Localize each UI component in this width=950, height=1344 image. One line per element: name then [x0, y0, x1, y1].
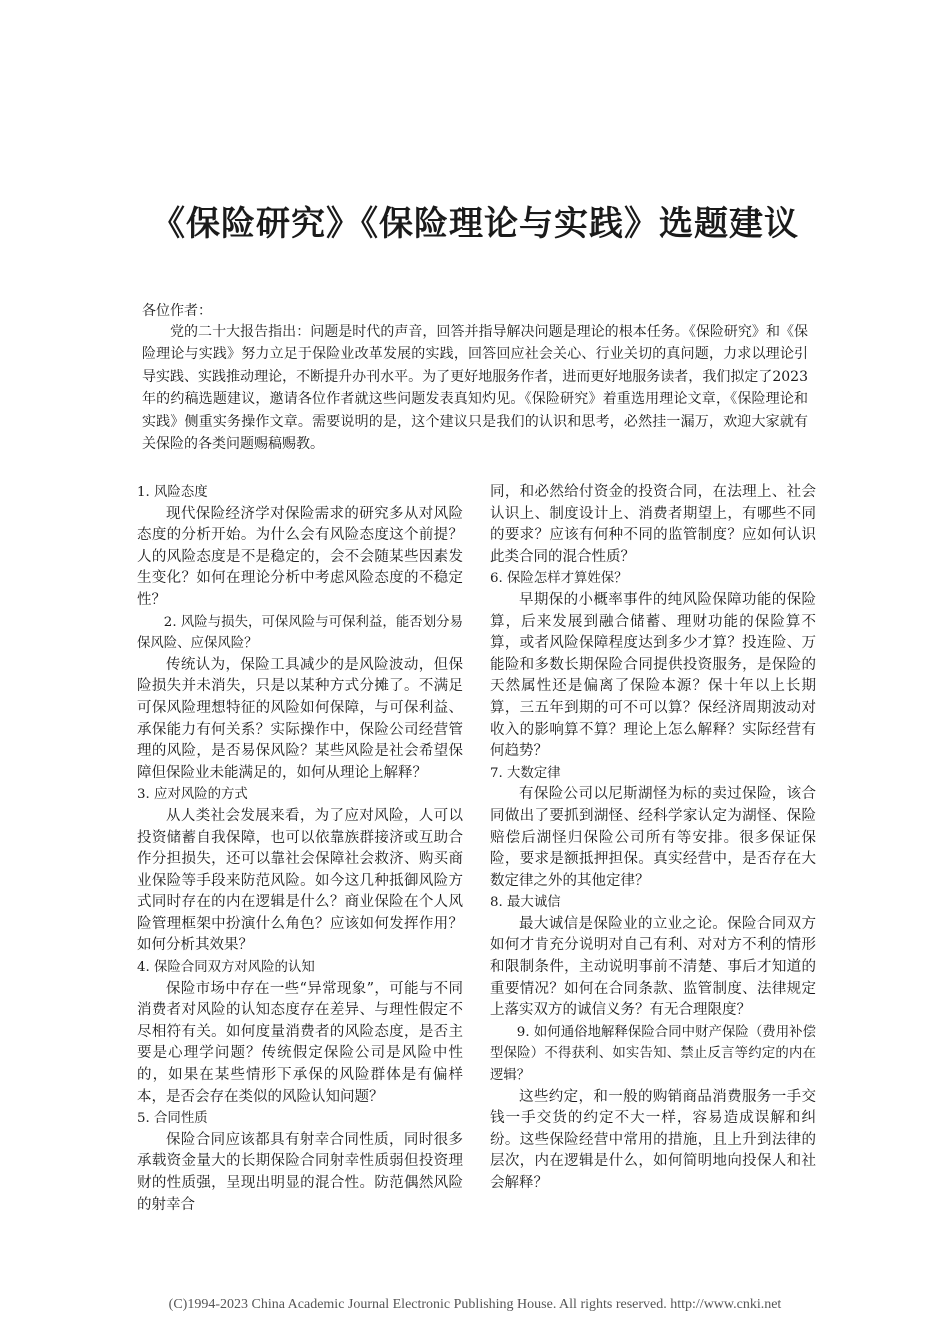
section-paragraph: 这些约定，和一般的购销商品消费服务一手交钱一手交货的约定不大一样，容易造成误解和纠纷。这些保险经营中常用的措施，且上升到法律的层次，内在逻辑是什么，如何简明地向投保人和社会解释？	[490, 1088, 816, 1191]
section-paragraph: 早期保的小概率事件的纯风险保障功能的保险算，后来发展到融合储蓄、理财功能的保险算不算，或者风险保障程度达到多少才算？投连险、万能险和多数长期保险合同提供投资服务，是保险的天然属性还是偏离了保险本源？保十年以上长期算，三五年到期的可不可以算？保经济周期波动对收入的影响算不算？理论上怎么解释？实际经营有何趋势？	[490, 591, 816, 760]
section-heading: 9. 如何通俗地解释保险合同中财产保险（费用补偿型保险）不得获利、如实告知、禁止反言等约定的内在逻辑？	[490, 1024, 816, 1084]
section-heading: 7. 大数定律	[490, 765, 561, 781]
section-heading: 5. 合同性质	[137, 1111, 208, 1127]
section-paragraph: 现代保险经济学对保险需求的研究多从对风险态度的分析开始。为什么会有风险态度这个前提？人的风险态度是不是稳定的，会不会随某些因素发生变化？如何在理论分析中考虑风险态度的不稳定性？	[137, 505, 463, 608]
section-heading: 3. 应对风险的方式	[137, 787, 248, 803]
section-heading: 6. 保险怎样才算姓保？	[490, 571, 628, 587]
section-heading: 1. 风险态度	[137, 485, 208, 500]
intro-paragraph: 党的二十大报告指出：问题是时代的声音，回答并指导解决问题是理论的根本任务。《保险研究》和《保险理论与实践》努力立足于保险业改革发展的实践，回答回应社会关心、行业关切的真问题，力求以理论引导实践、实践推动理论，不断提升办刊水平。为了更好地服务作者，进而更好地服务读者，我们拟定了2023年的约稿选题建议，邀请各位作者就这些问题发表真知灼见。《保险研究》着重选用理论文章，《保险理论和实践》侧重实务操作文章。需要说明的是，这个建议只是我们的认识和思考，必然挂一漏万，欢迎大家就有关保险的各类问题赐稿赐教。	[142, 324, 808, 453]
right-column	[490, 482, 816, 1195]
left-column	[137, 482, 463, 1216]
section-paragraph: 传统认为，保险工具减少的是风险波动，但保险损失并未消失，只是以某种方式分摊了。不满足可保风险理想特征的风险如何保障，与可保利益、承保能力有何关系？实际操作中，保险公司经营管理的风险，是否易保风险？某些风险是社会希望保障但保险业未能满足的，如何从理论上解释？	[137, 656, 463, 781]
section-paragraph: 最大诚信是保险业的立业之论。保险合同双方如何才肯充分说明对自己有利、对对方不利的情形和限制条件，主动说明事前不清楚、事后才知道的重要情况？如何在合同条款、监管制度、法律规定上落实双方的诚信义务？有无合理限度？	[490, 915, 816, 1019]
section-paragraph: 从人类社会发展来看，为了应对风险，人可以投资储蓄自我保障，也可以依靠族群接济或互助合作分担损失，还可以靠社会保障社会救济、购买商业保险等手段来防范风险。如今这几种抵御风险方式同时存在的内在逻辑是什么？商业保险在个人风险管理框架中扮演什么角色？应该如何发挥作用？如何分析其效果？	[137, 807, 463, 954]
salutation: 各位作者：	[142, 303, 212, 319]
section-paragraph: 保险市场中存在一些“异常现象”，可能与不同消费者对风险的认知态度存在差异、与理性假定不尽相符有关。如何度量消费者的风险态度，是否主要是心理学问题？传统假定保险公司是风险中性的，如果在某些情形下承保的风险群体是有偏样本，是否会存在类似的风险认知问题？	[137, 980, 463, 1105]
section-paragraph-continued: 同，和必然给付资金的投资合同，在法理上、社会认识上、制度设计上、消费者期望上，有哪些不同的要求？应该有何种不同的监管制度？应如何认识此类合同的混合性质？	[490, 484, 816, 565]
section-paragraph: 保险合同应该都具有射幸合同性质，同时很多承载资金量大的长期保险合同射幸性质弱但投资理财的性质强，呈现出明显的混合性。防范偶然风险的射幸合	[137, 1131, 463, 1213]
section-heading: 4. 保险合同双方对风险的认知	[137, 960, 315, 976]
section-heading: 2. 风险与损失，可保风险与可保利益，能否划分易保风险、应保风险？	[137, 614, 463, 652]
page-title: 《保险研究》《保险理论与实践》选题建议	[151, 204, 799, 244]
copyright-footer: (C)1994-2023 China Academic Journal Electronic Publishing House. All rights reserved. http://www.cnki.net	[168, 1297, 782, 1312]
section-heading: 8. 最大诚信	[490, 895, 561, 911]
section-paragraph: 有保险公司以尼斯湖怪为标的卖过保险，该合同做出了要抓到湖怪、经科学家认定为湖怪、保险赔偿后湖怪归保险公司所有等安排。很多保证保险，要求是额抵押担保。真实经营中，是否存在大数定律之外的其他定律？	[490, 786, 816, 889]
